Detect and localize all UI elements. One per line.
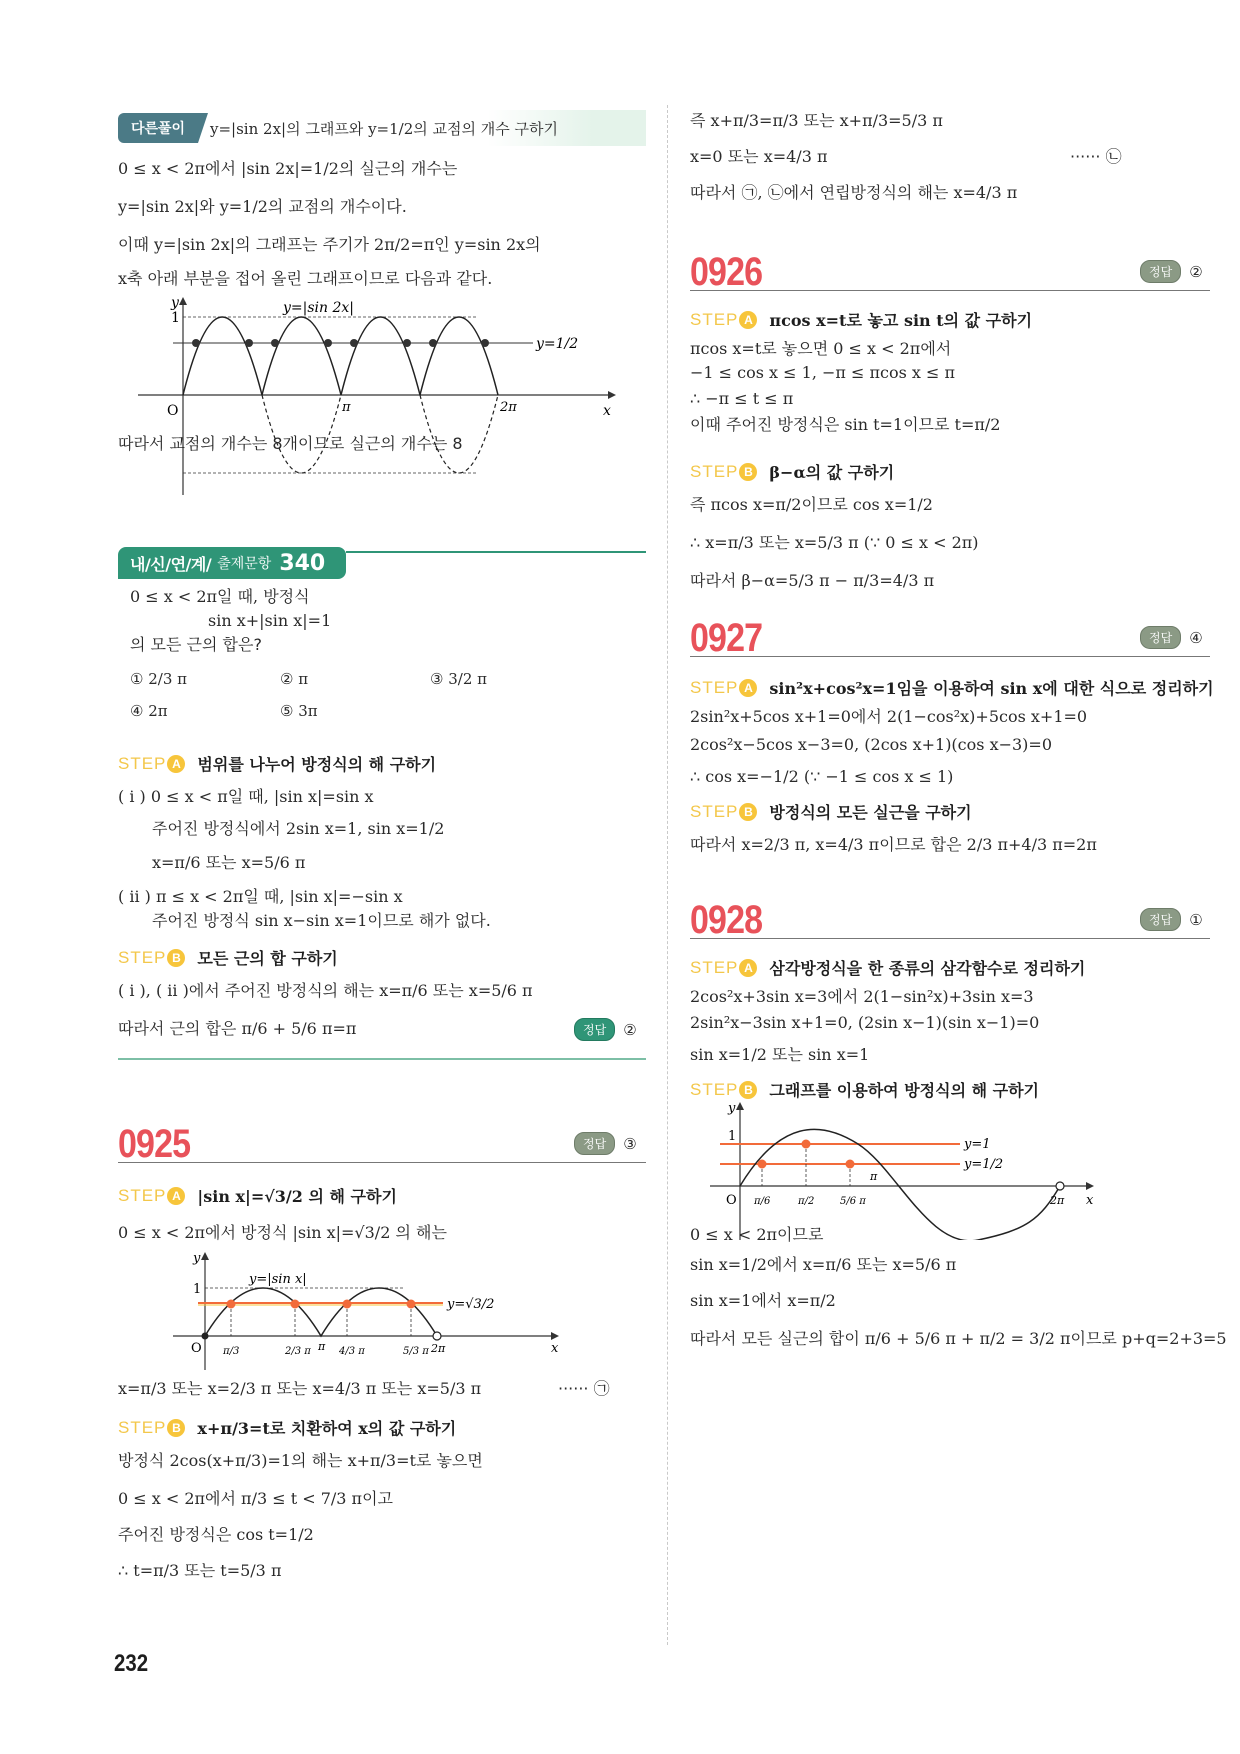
alt-solution-badge: 다른풀이 [118,113,198,143]
p0925-b-line-3: 주어진 방정식은 cos t=1/2 [118,1525,314,1544]
p0925-cont-1: 즉 x+π/3=π/3 또는 x+π/3=5/3 π [690,111,943,130]
graph-abs-sinx [173,1250,573,1370]
p0928-b-line-1: 0 ≤ x < 2π이므로 [690,1225,824,1244]
svg-text:5/3 π: 5/3 π [403,1346,429,1357]
p0925-b-line-2: 0 ≤ x < 2π에서 π/3 ≤ t < 7/3 π이고 [118,1489,393,1508]
p0927-a-line-2: 2cos²x−5cos x−3=0, (2cos x+1)(cos x−3)=0 [690,735,1052,754]
naesin-answer [574,1018,637,1041]
svg-text:y=|sin x|: y=|sin x| [249,1272,307,1287]
naesin-b-line-1: ( i ), ( ii )에서 주어진 방정식의 해는 x=π/6 또는 x=5/6 π [118,981,533,1000]
line-label: y=1/2 [536,336,579,352]
p0926-step-a: STEP A πcos x=t로 놓고 sin t의 값 구하기 [690,309,1033,330]
problem-number-0928: 0928 [690,898,763,942]
svg-text:O: O [191,1341,202,1356]
svg-text:y=√3/2: y=√3/2 [447,1297,495,1312]
svg-text:1: 1 [193,1282,202,1297]
p0925-step-b: STEP B x+π/3=t로 치환하여 x의 값 구하기 [118,1417,457,1438]
naesin-b-line-2: 따라서 근의 합은 π/6 + 5/6 π=π [118,1019,357,1038]
column-divider [667,105,668,1645]
p0925-marker-2: ······ ㉡ [1070,147,1122,166]
question-line-1: 0 ≤ x < 2π일 때, 방정식 [130,587,310,606]
naesin-a-line-4: ( ii ) π ≤ x < 2π일 때, |sin x|=−sin x [118,887,403,906]
p0925-a-result: x=π/3 또는 x=2/3 π 또는 x=4/3 π 또는 x=5/3 π [118,1379,482,1398]
p0925-b-line-1: 방정식 2cos(x+π/3)=1의 해는 x+π/3=t로 놓으면 [118,1451,483,1470]
problem-number-0927: 0927 [690,616,763,660]
svg-text:2π: 2π [1050,1194,1065,1207]
svg-text:4/3 π: 4/3 π [339,1346,365,1357]
p0928-a-line-2: 2sin²x−3sin x+1=0, (2sin x−1)(sin x−1)=0 [690,1013,1040,1032]
p0926-step-b: STEP B β−α의 값 구하기 [690,461,895,482]
svg-text:x: x [551,1341,559,1356]
origin-label: O [167,403,179,419]
p0926-b-line-3: 따라서 β−α=5/3 π − π/3=4/3 π [690,571,935,590]
p0925-marker-1: ······ ㉠ [558,1379,610,1398]
svg-text:O: O [726,1193,737,1208]
p0926-a-line-2: −1 ≤ cos x ≤ 1, −π ≤ πcos x ≤ π [690,363,956,382]
choice-4: ④ 2π [130,702,168,720]
svg-text:y: y [193,1251,201,1266]
p0927-a-line-3: ∴ cos x=−1/2 (∵ −1 ≤ cos x ≤ 1) [690,767,954,786]
svg-text:π: π [870,1170,878,1183]
alt-solution-header [118,110,646,146]
p0928-step-b: STEP B 그래프를 이용하여 방정식의 해 구하기 [690,1079,1039,1100]
p0926-a-line-4: 이때 주어진 방정식은 sin t=1이므로 t=π/2 [690,415,1001,434]
problem-number-0925: 0925 [118,1122,191,1166]
answer-badge: 정답 [574,1018,615,1041]
choice-5: ⑤ 3π [280,702,318,720]
rule-0925 [118,1162,646,1163]
p0926-b-line-2: ∴ x=π/3 또는 x=5/3 π (∵ 0 ≤ x < 2π) [690,533,979,552]
svg-text:y: y [728,1101,736,1116]
svg-text:2/3 π: 2/3 π [285,1346,311,1357]
answer-0925 [574,1132,637,1155]
x-tick-pi: π [342,400,351,415]
alt-line-4: x축 아래 부분을 접어 올린 그래프이므로 다음과 같다. [118,269,493,288]
graph-sinx [710,1100,1110,1240]
answer-badge: 정답 [574,1132,615,1155]
naesin-rule [346,551,646,553]
p0926-b-line-1: 즉 πcos x=π/2이므로 cos x=1/2 [690,495,933,514]
naesin-header [118,547,346,579]
p0925-cont-2: x=0 또는 x=4/3 π [690,147,828,166]
question-line-2: sin x+|sin x|=1 [208,611,332,630]
p0928-b-line-4: 따라서 모든 실근의 합이 π/6 + 5/6 π + π/2 = 3/2 π이므로 p+q=2+3=5 [690,1329,1227,1348]
svg-text:π/3: π/3 [223,1346,240,1357]
svg-text:π: π [318,1340,326,1353]
alt-line-1: 0 ≤ x < 2π에서 |sin 2x|=1/2의 실근의 개수는 [118,159,458,178]
naesin-a-line-1: ( i ) 0 ≤ x < π일 때, |sin x|=sin x [118,787,374,806]
alt-line-3: 이때 y=|sin 2x|의 그래프는 주기가 2π/2=π인 y=sin 2x의 [118,235,541,254]
page-number: 232 [114,1650,149,1677]
x-tick-2pi: 2π [500,400,517,415]
alt-solution-title: y=|sin 2x|의 그래프와 y=1/2의 교점의 개수 구하기 [210,120,558,138]
p0926-a-line-1: πcos x=t로 놓으면 0 ≤ x < 2π에서 [690,339,952,358]
naesin-step-b: STEP B 모든 근의 합 구하기 [118,947,338,968]
naesin-sub: 출제문항 [217,556,272,572]
problem-number-0926: 0926 [690,250,763,294]
svg-text:2π: 2π [431,1342,446,1355]
p0928-a-line-1: 2cos²x+3sin x=3에서 2(1−sin²x)+3sin x=3 [690,987,1034,1006]
answer-0926: 정답 ② [1140,260,1203,283]
p0927-step-b: STEP B 방정식의 모든 실근을 구하기 [690,801,972,822]
svg-text:x: x [1086,1193,1094,1208]
naesin-a-line-3: x=π/6 또는 x=5/6 π [152,853,306,872]
p0925-b-line-4: ∴ t=π/3 또는 t=5/3 π [118,1561,282,1580]
answer-0928: 정답 ① [1140,908,1203,931]
svg-text:5/6 π: 5/6 π [840,1196,866,1207]
answer-0927: 정답 ④ [1140,626,1203,649]
p0928-a-line-3: sin x=1/2 또는 sin x=1 [690,1045,870,1064]
rule-0927 [690,656,1210,657]
naesin-bottom-rule [118,1058,646,1060]
naesin-a-line-5: 주어진 방정식 sin x−sin x=1이므로 해가 없다. [152,911,491,930]
p0925-step-a: STEP A |sin x|=√3/2 의 해 구하기 [118,1185,397,1206]
choice-1: ① 2/3 π [130,670,187,688]
p0927-b-line-1: 따라서 x=2/3 π, x=4/3 π이므로 합은 2/3 π+4/3 π=2π [690,835,1097,854]
svg-text:π/2: π/2 [798,1196,815,1207]
naesin-label: 내/신/연/계/ [130,554,212,574]
choice-2: ② π [280,670,309,688]
alt-line-2: y=|sin 2x|와 y=1/2의 교점의 개수이다. [118,197,407,216]
naesin-step-a: STEP A 범위를 나누어 방정식의 해 구하기 [118,753,437,774]
y-tick-1: 1 [171,310,180,326]
alt-conclusion: 따라서 교점의 개수는 8개이므로 실근의 개수는 8 [118,434,463,453]
curve-label: y=|sin 2x| [283,300,355,316]
p0925-a-intro: 0 ≤ x < 2π에서 방정식 |sin x|=√3/2 의 해는 [118,1223,447,1242]
p0926-a-line-3: ∴ −π ≤ t ≤ π [690,389,794,408]
rule-0928 [690,938,1210,939]
y-axis-label: y [171,295,179,311]
p0928-step-a: STEP A 삼각방정식을 한 종류의 삼각함수로 정리하기 [690,957,1086,978]
p0927-step-a: STEP A sin²x+cos²x=1임을 이용하여 sin x에 대한 식으로 정리하기 [690,677,1214,698]
p0928-b-line-2: sin x=1/2에서 x=π/6 또는 x=5/6 π [690,1255,957,1274]
svg-text:y=1/2: y=1/2 [964,1157,1004,1172]
svg-text:y=1: y=1 [964,1137,991,1152]
p0925-cont-3: 따라서 ㉠, ㉡에서 연립방정식의 해는 x=4/3 π [690,183,1018,202]
p0927-a-line-1: 2sin²x+5cos x+1=0에서 2(1−cos²x)+5cos x+1=0 [690,707,1088,726]
x-axis-label: x [603,403,611,419]
choice-3: ③ 3/2 π [430,670,487,688]
naesin-a-line-2: 주어진 방정식에서 2sin x=1, sin x=1/2 [152,819,445,838]
naesin-number: 340 [279,550,326,576]
graph-abs-sin2x [138,295,618,495]
p0928-b-line-3: sin x=1에서 x=π/2 [690,1291,836,1310]
question-line-3: 의 모든 근의 합은? [130,635,262,654]
rule-0926 [690,290,1210,291]
svg-text:1: 1 [728,1129,737,1144]
svg-text:π/6: π/6 [754,1196,771,1207]
answer-value: ② [623,1020,637,1039]
answer-value: ③ [623,1134,637,1153]
